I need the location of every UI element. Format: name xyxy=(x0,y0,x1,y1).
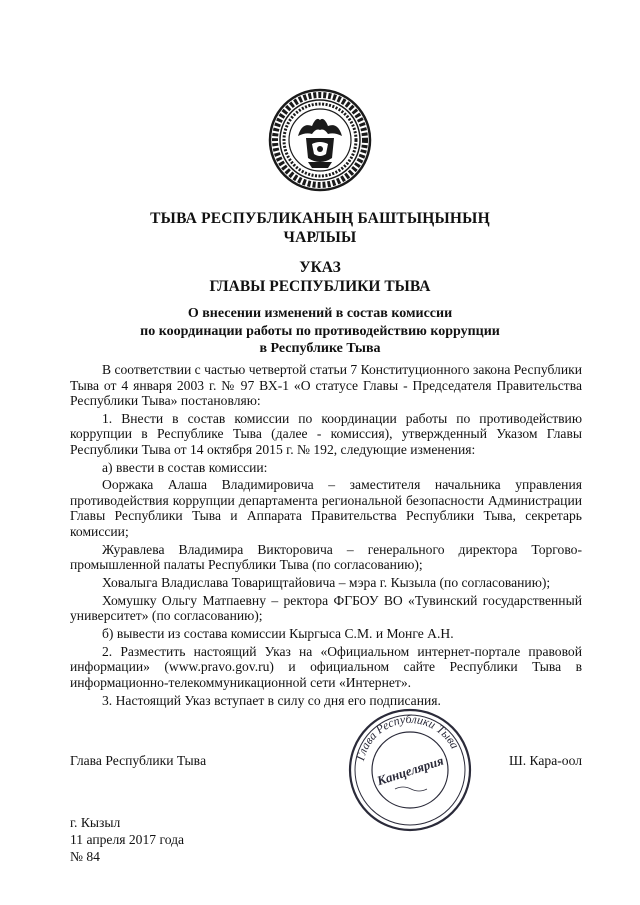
stamp-ring-text: Глава Республики Тыва xyxy=(353,711,463,762)
chancellery-stamp-icon xyxy=(345,705,475,835)
item-3-paragraph: 3. Настоящий Указ вступает в силу со дня его подписания. xyxy=(102,692,441,708)
member-paragraph: Хомушку Ольгу Матпаевну – ректора ФГБОУ ВО «Тувинский государственный университет» (по согласованию); xyxy=(70,592,582,624)
document-header xyxy=(0,209,640,247)
signatory-name: Ш. Кара-оол xyxy=(509,753,582,768)
svg-text:Глава Республики Тыва xyxy=(353,712,462,763)
decree-footer xyxy=(70,814,184,865)
header-line-1: ТЫВА РЕСПУБЛИКАНЫҢ БАШТЫҢЫНЫҢ xyxy=(150,210,490,227)
item-1-paragraph: 1. Внести в состав комиссии по координации работы по противодействию коррупции в Республике Тыва (далее - комиссия), утвержденный Указом Главы Республики Тыва от 14 октября 2015 г. № 192, следующие изменения: xyxy=(70,410,582,457)
decree-title xyxy=(0,258,640,296)
footer-date: 11 апреля 2017 года xyxy=(70,832,185,847)
footer-city: г. Кызыл xyxy=(70,815,121,830)
signatory-title: Глава Республики Тывa xyxy=(70,753,207,768)
decree-body xyxy=(70,362,582,710)
header-line-3: УКАЗ xyxy=(299,259,341,276)
footer-number: № 84 xyxy=(70,849,100,864)
header-line-4: ГЛАВЫ РЕСПУБЛИКИ ТЫВА xyxy=(209,278,431,295)
decree-subject xyxy=(0,305,640,358)
subject-line-3: в Республике Тыва xyxy=(259,341,381,356)
stamp-center-text: Канцелярия xyxy=(375,752,446,789)
item-1a-paragraph: а) ввести в состав комиссии: xyxy=(102,459,268,475)
subject-line-2: по координации работы по противодействию коррупции xyxy=(140,323,500,339)
intro-paragraph: В соответствии с частью четвертой статьи 7 Конституционного закона Республики Тыва от 4 января 2003 г. № 97 ВХ-1 «О статусе Главы - Председателя Правительства Республики Тыва» постановляю: xyxy=(70,362,582,408)
subject-line-1: О внесении изменений в состав комиссии xyxy=(187,306,453,321)
item-1b-paragraph: б) вывести из состава комиссии Кыргыса С.М. и Монге А.Н. xyxy=(102,626,454,642)
member-paragraph: Ховалыга Владислава Товарищтайовича – мэра г. Кызыла (по согласованию); xyxy=(102,574,551,590)
member-paragraph: Журавлева Владимира Викторовича – генерального директора Торгово-промышленной палаты Республики Тыва (по согласованию); xyxy=(70,541,582,573)
header-line-2: ЧАРЛЫЫ xyxy=(283,229,357,246)
item-2-paragraph: 2. Разместить настоящий Указ на «Официальном интернет-портале правовой информации» (www.pravo.gov.ru) и официальном сайте Республики Тыва в информационно-телекоммуникационной сети «Интернет». xyxy=(70,643,582,690)
tuva-coat-of-arms-icon xyxy=(268,88,372,192)
member-paragraph: Ооржака Алаша Владимировича – заместителя начальника управления противодействия коррупции департамента региональной безопасности Администрации Главы Республики Тыва и Аппарата Правительства Республики Тыва, секретарь комиссии; xyxy=(70,477,582,539)
